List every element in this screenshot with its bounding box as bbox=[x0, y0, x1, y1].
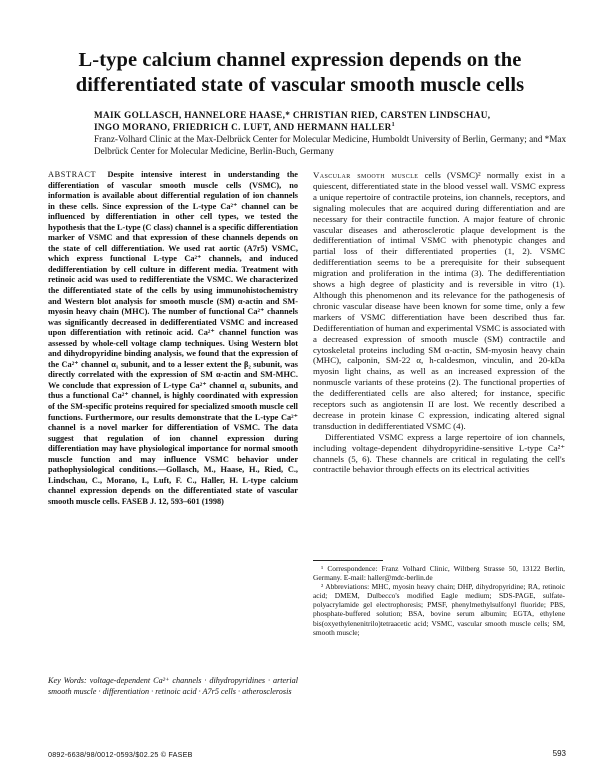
footer-issn: 0892-6638/98/0012-0593/$02.25 © FASEB bbox=[48, 750, 193, 759]
footnote-correspondence: ¹ Correspondence: Franz Volhard Clinic, Wiltberg Strasse 50, 13122 Berlin, Germany. E-mail: haller@mdc-berlin.de bbox=[313, 564, 565, 583]
title-line-1: L-type calcium channel expression depends on the bbox=[78, 49, 522, 71]
footnotes bbox=[313, 564, 565, 637]
keywords-label: Key Words: bbox=[48, 676, 87, 685]
footnote-abbreviations: ² Abbreviations: MHC, myosin heavy chain; DHP, dihydropyridine; RA, retinoic acid; DMEM, Dulbecco's modified Eagle medium; SDS-PAGE, sulfate-polyacrylamide gel electrophoresis; PMSF, phenylmethylsulfonyl fluoride; PBS, phosphate-buffered solution; BSA, bovine serum albumin; EGTA, ethylene bis(oxyethylenenitrilo)tetraacetic acid; VSMC, vascular smooth muscle cells; SM, smooth muscle; bbox=[313, 582, 565, 637]
authors-line-2-text: INGO MORANO, FRIEDRICH C. LUFT, AND HERMANN HALLER bbox=[94, 122, 392, 132]
page-number: 593 bbox=[552, 749, 566, 758]
intro-paragraph-1 bbox=[313, 170, 565, 432]
footnote-divider bbox=[313, 560, 383, 561]
title-line-2: differentiated state of vascular smooth muscle cells bbox=[75, 74, 525, 96]
affiliation: Franz-Volhard Clinic at the Max-Delbrück Center for Molecular Medicine, Humboldt University of Berlin, Germany; and *Max Delbrück Center for Molecular Medicine, Berlin-Buch, Germany bbox=[94, 134, 567, 156]
intro-paragraph-1-text: cells (VSMC)² normally exist in a quiescent, differentiated state in the blood vessel wall. VSMC express a unique repertoire of contractile proteins, ion channels, receptors, and signaling molecules that are acquired during differentiation and are necessary for their contractile function. A major feature of chronic vascular diseases and atherosclerotic plaque development is the dedifferentiation of intimal VSMC with phenotypic changes and partial loss of their differentiated properties (1, 2). VSMC dedifferentiation seems to be a prerequisite for their subsequent migration and proliferation in the intima (3). The dedifferentiation shows a high degree of plasticity and is reversible in vitro (1). Although this phenomenon and its relevance for the pathogenesis of chronic vascular disease have been known for some time, only a few markers of VSMC differentiation have been described thus far. Dedifferentiation of human and experimental VSMC is associated with a decreased expression of smooth muscle (SM) contractile and cytoskeletal proteins including SM α-actin, SM-myosin heavy chain (MHC), calponin, SM-22 α, h-caldesmon, vinculin, and 20-kDa myosin light chains, as well as an increased expression of the nonmuscle variants of these proteins (2). The functional properties of the dedifferentiated cells are also altered; for instance, specific receptors such as angiotensin II are lost. We recently described a decrease in protein kinase C expression, indicating altered signal transduction in dedifferentiated VSMC (4). bbox=[313, 170, 565, 431]
introduction-column bbox=[313, 170, 565, 475]
intro-lead-in: Vascular smooth muscle bbox=[313, 170, 419, 180]
authors-line-2 bbox=[94, 121, 594, 133]
abstract-label: ABSTRACT bbox=[48, 170, 97, 179]
authors-line-1: MAIK GOLLASCH, HANNELORE HAASE,* CHRISTIAN RIED, CARSTEN LINDSCHAU, bbox=[94, 110, 491, 120]
article-title bbox=[20, 48, 580, 98]
author-list bbox=[94, 109, 594, 133]
abstract-text: Despite intensive interest in understanding the differentiation of vascular smooth muscle cells (VSMC), no information is available about differential regulation of ion channels in these cells. Since expression of the L-type Ca²⁺ channel can be influenced by differentiation in other cell types, we tested the hypothesis that the L-type (C class) channel is a specific differentiation marker of VSMC and that expression of these channels depends on the state of cell differentiation. We used rat aortic (A7r5) VSMC, which express functional L-type Ca²⁺ channels, and induced dedifferentiation by cell culture in different media. Treatment with retinoic acid was used to redifferentiate the VSMC. We characterized the differentiated state of the cells by using immunohistochemistry and Western blot analysis for smooth muscle (SM) α-actin and SM-myosin heavy chain (MHC). The number of functional Ca²⁺ channels was significantly decreased in dedifferentiated VSMC and increased upon differentiation with retinoic acid. Ca²⁺ channel function was assessed by whole-cell voltage clamp techniques. Using Western blot and dihydropyridine binding analysis, we found that the expression of the Ca²⁺ channel α₁ subunit, and to a lesser extent the β₂ subunit, was directly correlated with the expression of SM α-actin and SM-MHC. We conclude that expression of L-type Ca²⁺ channel α₁ subunits, and thus a functional Ca²⁺ channel, is highly coordinated with expression of the SM-specific proteins required for specialized smooth muscle cell functions. Furthermore, our results demonstrate that the L-type Ca²⁺ channel is a novel marker for differentiation of VSMC. The data suggest that regulation of ion channel expression during differentiation may have physiological importance for normal smooth muscle function and may influence VSMC behavior under pathophysiological conditions.—Gollasch, M., Haase, H., Ried, C., Lindschau, C., Morano, I., Luft, F. C., Haller, H. L-type calcium channel expression depends on the differentiated state of vascular smooth muscle cells. FASEB J. 12, 593–601 (1998) bbox=[48, 170, 298, 506]
keywords bbox=[48, 676, 298, 697]
keywords-text: voltage-dependent Ca²⁺ channels · dihydropyridines · arterial smooth muscle · differentiation · retinoic acid · A7r5 cells · atherosclerosis bbox=[48, 676, 299, 696]
author-footnote-marker: 1 bbox=[391, 121, 395, 128]
abstract bbox=[48, 170, 298, 508]
intro-paragraph-2: Differentiated VSMC express a large repertoire of ion channels, including voltage-dependent dihydropyridine-sensitive L-type Ca²⁺ channels (5, 6). These channels are critical in regulating the cell's contractile behavior through effects on its electrical activities bbox=[313, 431, 565, 475]
